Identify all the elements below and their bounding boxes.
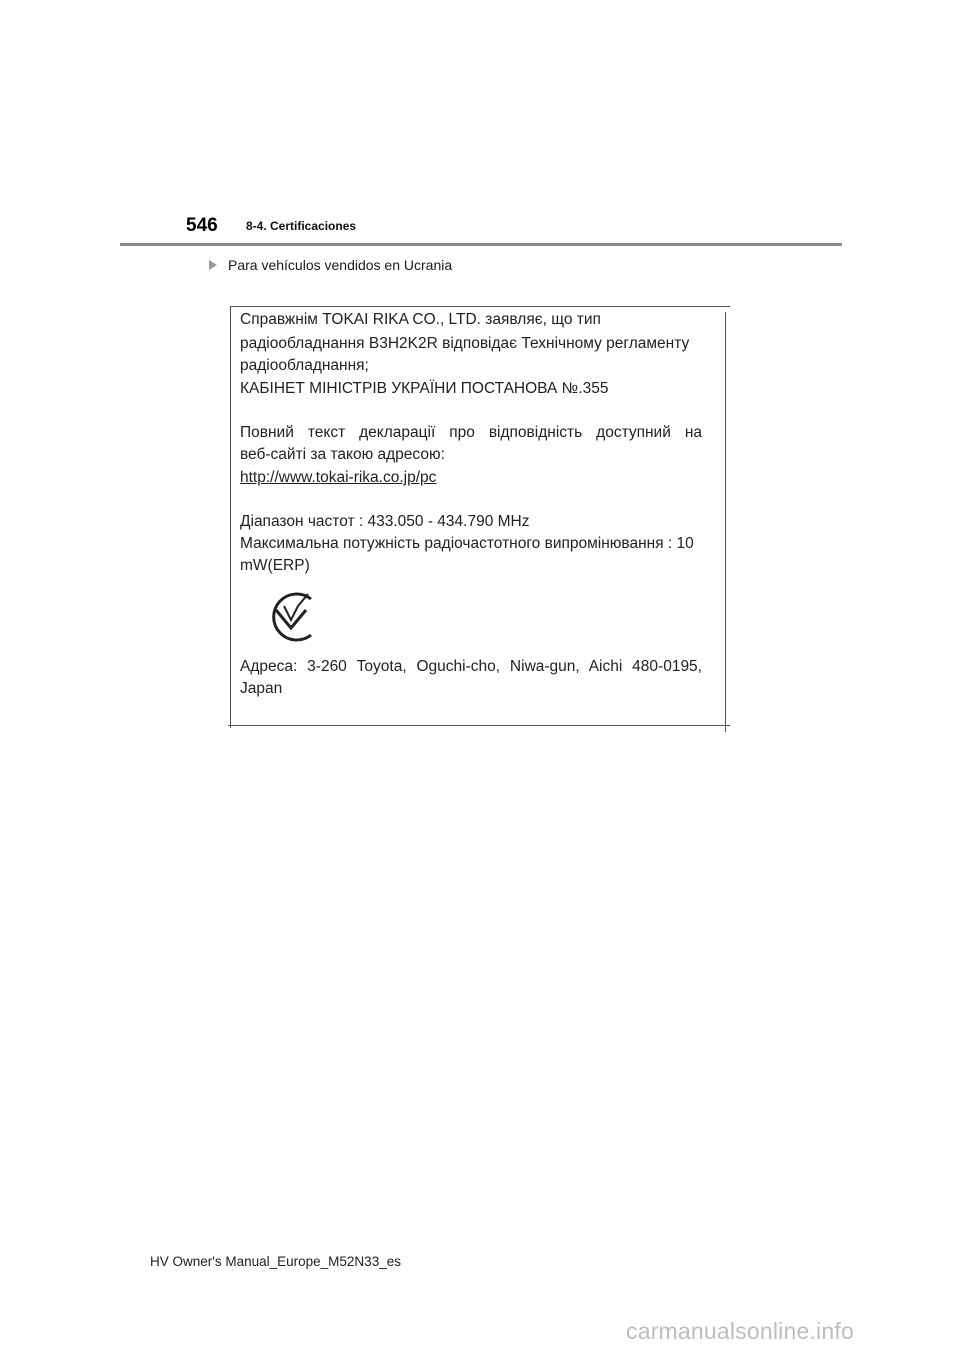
cert-line-country: Japan (240, 680, 283, 697)
footer-manual-id: HV Owner's Manual_Europe_M52N33_es (150, 1254, 401, 1269)
bullet-item (209, 257, 452, 273)
cert-line-regulation-end: радіообладнання; (240, 357, 369, 374)
cert-line-power-unit: mW(ERP) (240, 557, 310, 574)
triangle-bullet-icon (209, 260, 217, 270)
cert-line-address: Адреса: 3-260 Toyota, Oguchi-cho, Niwa-gun, Aichi 480-0195, (240, 658, 702, 675)
certificate-box (230, 306, 726, 726)
ukrainian-conformity-mark-icon (264, 590, 318, 644)
cert-line-regulation: радіообладнання B3H2K2R відповідає Технічному регламенту (240, 335, 690, 352)
cert-line-declaration: Справжнім TOKAI RIKA CO., LTD. заявляє, що тип (240, 311, 601, 328)
box-border-left (230, 306, 231, 728)
cert-line-frequency: Діапазон частот : 433.050 - 434.790 MHz (240, 513, 530, 530)
box-border-right (725, 312, 726, 732)
cert-line-max-power: Максимальна потужність радіочастотного випромінювання : 10 (240, 535, 694, 552)
box-border-top (230, 306, 730, 307)
cert-line-resolution: КАБІНЕТ МІНІСТРІВ УКРАЇНИ ПОСТАНОВА №.355 (240, 380, 609, 397)
box-border-bottom (228, 725, 730, 726)
bullet-text: Para vehículos vendidos en Ucrania (228, 257, 453, 273)
page-number: 546 (186, 215, 218, 236)
cert-line-website: веб-сайті за такою адресою: (240, 446, 445, 463)
header-rule (120, 243, 842, 246)
cert-url-link[interactable]: http://www.tokai-rika.co.jp/pc (240, 469, 437, 486)
section-title: 8-4. Certificaciones (246, 219, 357, 233)
cert-line-full-text: Повний текст декларації про відповідність доступний на (240, 424, 702, 441)
watermark: carmanualsonline.info (626, 1318, 854, 1344)
